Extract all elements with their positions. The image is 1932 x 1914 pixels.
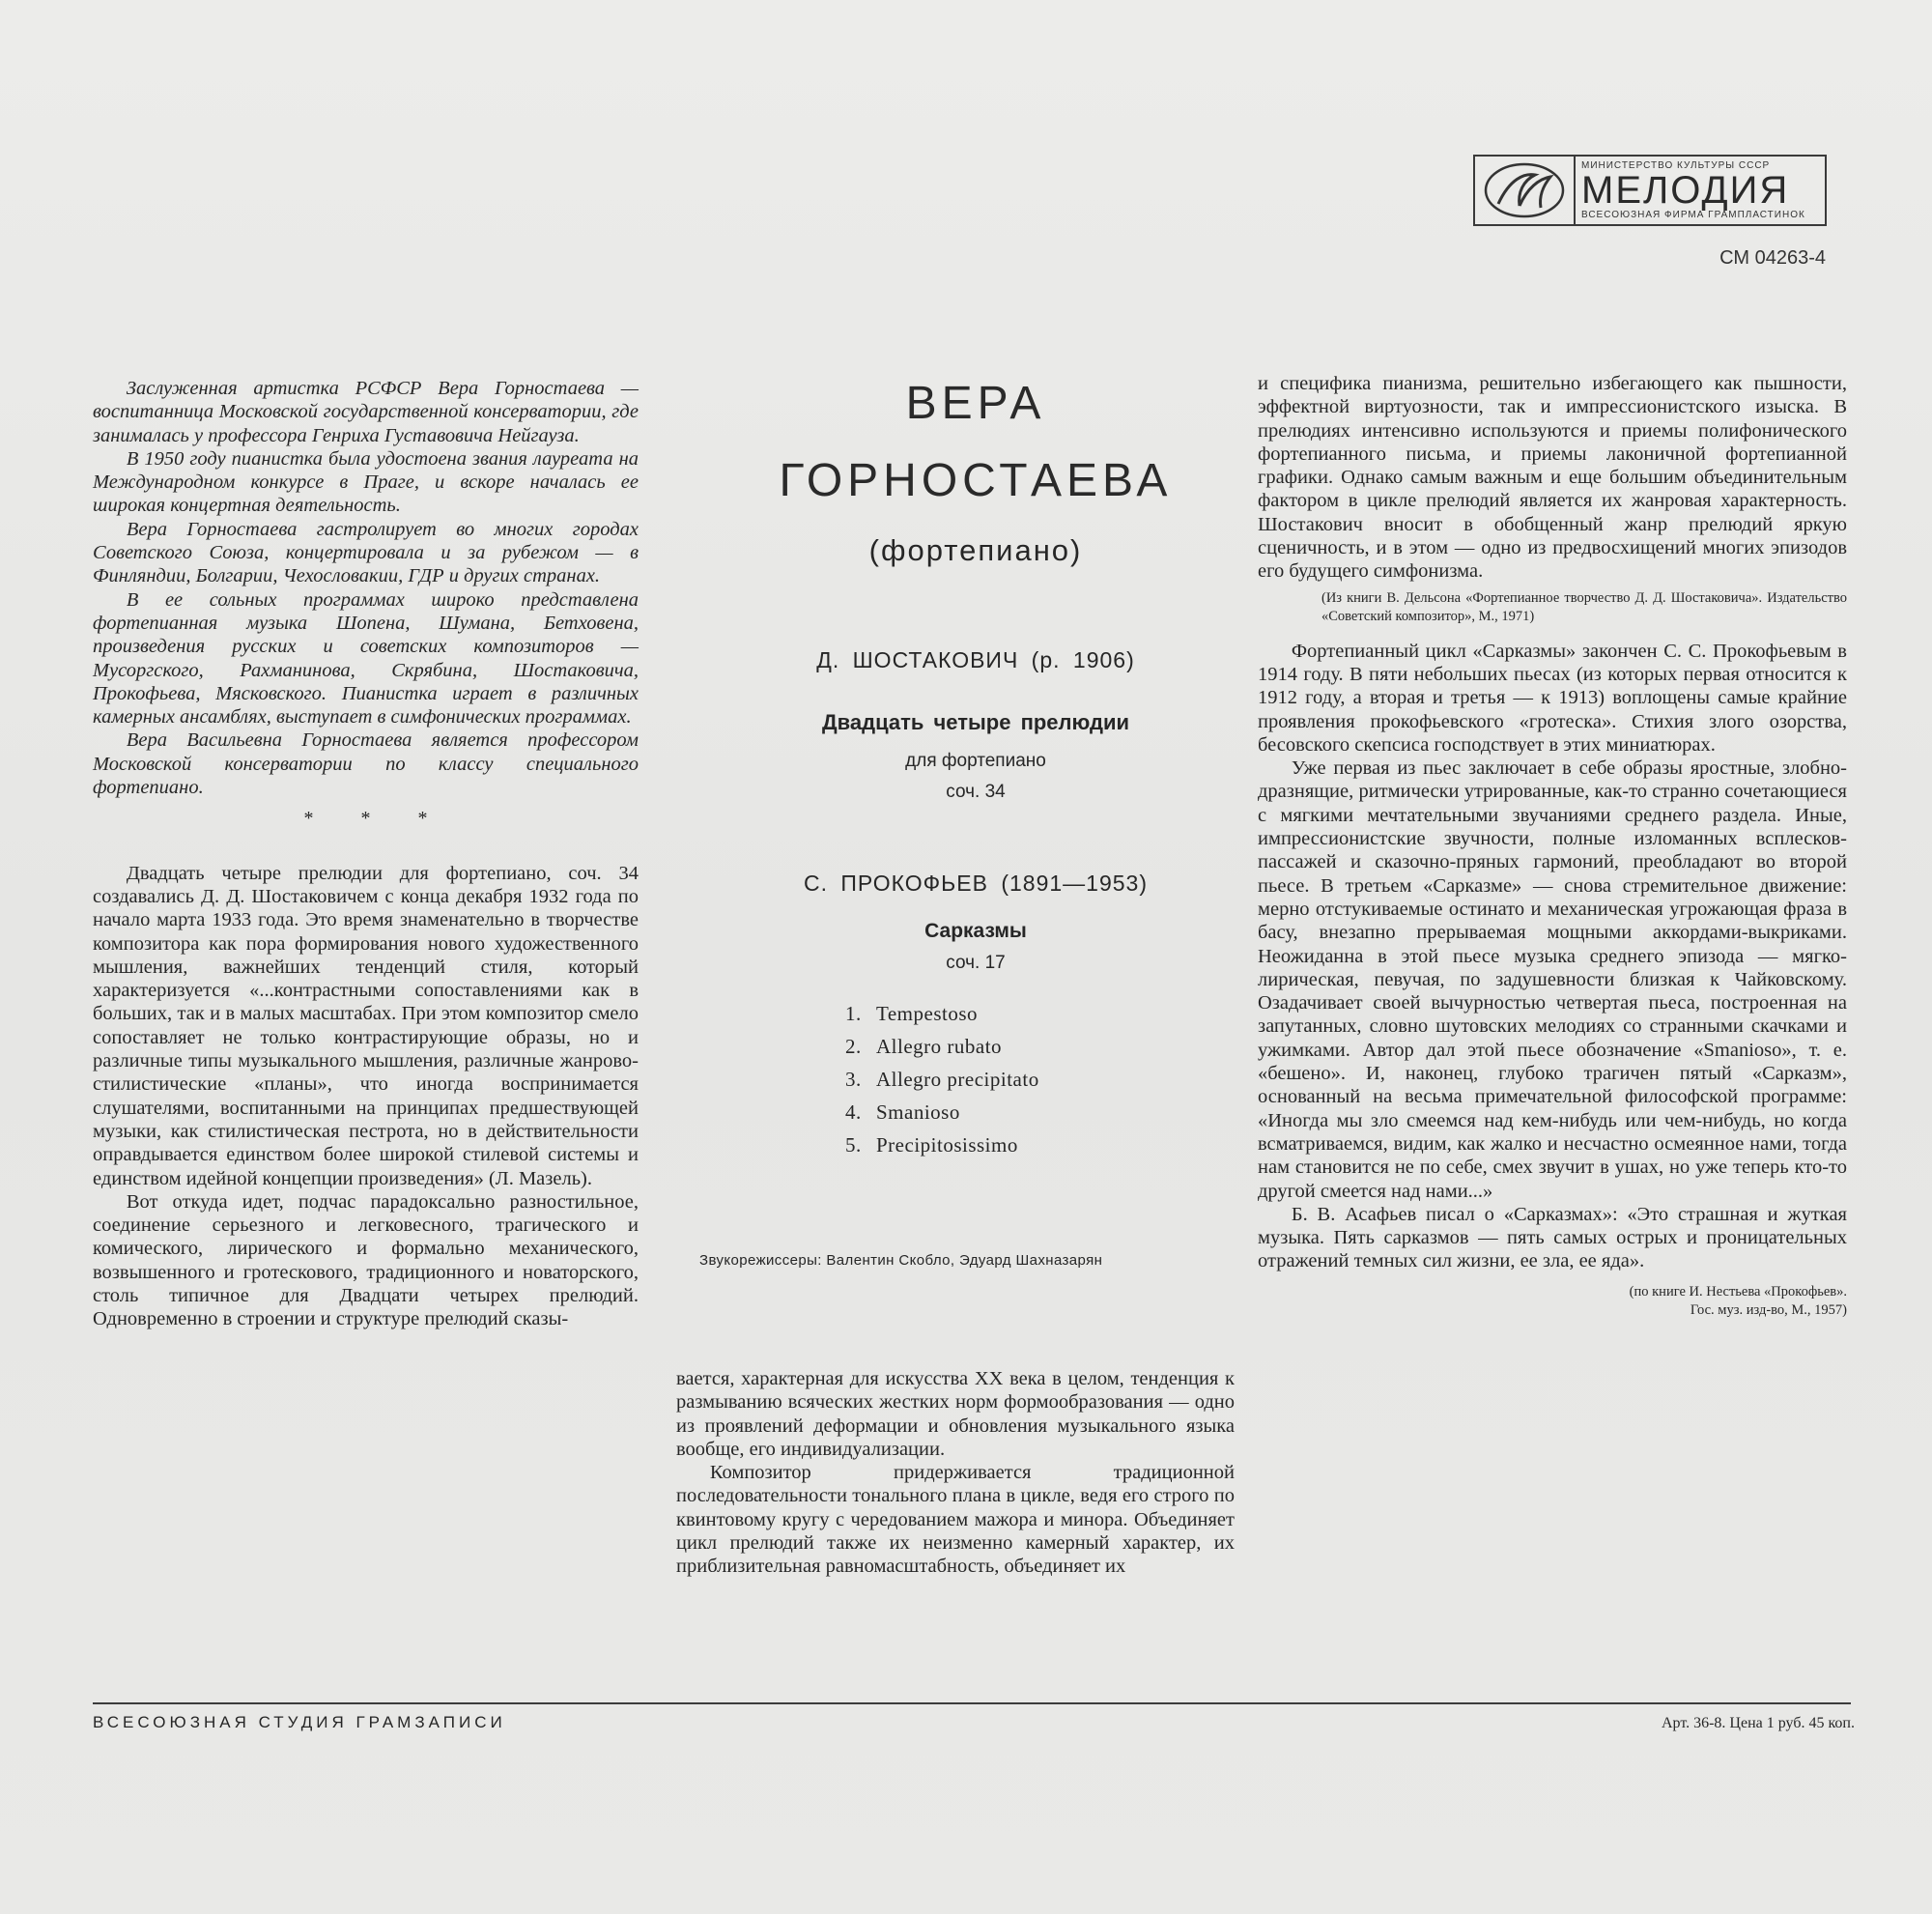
citation-delson: (Из книги В. Дельсона «Фортепианное творчество Д. Д. Шостаковича». Издательство «Советский композитор», М., 1971) <box>1321 589 1847 624</box>
logo-name: МЕЛОДИЯ <box>1581 169 1790 212</box>
track-item: 4. Smanioso <box>845 1100 960 1124</box>
section-separator: * * * <box>303 808 449 830</box>
citation-line: Гос. муз. изд-во, М., 1957) <box>1690 1301 1847 1318</box>
studio-name: ВСЕСОЮЗНАЯ СТУДИЯ ГРАМЗАПИСИ <box>93 1713 506 1731</box>
work-opus: соч. 17 <box>946 953 1006 973</box>
artist-first-name: ВЕРА <box>905 378 1046 429</box>
track-item: 1. Tempestoso <box>845 1002 979 1025</box>
essay-paragraph: и специфика пианизма, решительно избегающего как пышности, эффектной виртуозности, так и импрессионистского изыска. В прелюдиях интенсивно используются и приемы полифонического фортепианного письма, и приемы лаконичной фортепианной графики. Однако самым важным и еще большим объединительным фактором в цикле прелюдий является их жанровая характерность. Шостакович вносит в обобщенный жанр прелюдий яркую сценичность, и в этом — одно из предвосхищений многих эпизодов его будущего симфонизма. <box>1258 373 1847 583</box>
composer-prokofiev: С. ПРОКОФЬЕВ (1891—1953) <box>804 871 1148 896</box>
track-list <box>845 997 1236 1161</box>
work-subtitle: для фортепиано <box>905 751 1046 771</box>
citation-nestyev <box>1258 1283 1847 1320</box>
work-title-preludes: Двадцать четыре прелюдии <box>821 710 1130 734</box>
left-column <box>93 377 639 1331</box>
work-opus: соч. 34 <box>946 782 1006 802</box>
middle-column <box>676 1367 1235 1579</box>
track-item: 3. Allegro precipitato <box>845 1068 1039 1091</box>
bio-paragraph: В ее сольных программах широко представлена фортепианная музыка Шопена, Шумана, Бетховена, произведения русских и советских композиторов — Мусоргского, Рахманинова, Скрябина, Шостаковича, Прокофьева, Мясковского. Пианистка играет в различных камерных ансамблях, выступает в симфонических программах. <box>93 588 639 728</box>
program-block <box>715 365 1236 1161</box>
logo-firm-line: ВСЕСОЮЗНАЯ ФИРМА ГРАМПЛАСТИНОК <box>1581 210 1805 220</box>
right-column <box>1258 372 1847 1320</box>
bio-paragraph: Вера Васильевна Горностаева является профессором Московской консерватории по классу специального фортепиано. <box>93 729 639 799</box>
melodiya-logo <box>1473 155 1827 226</box>
sound-engineers: Звукорежиссеры: Валентин Скобло, Эдуард Шахназарян <box>699 1252 1103 1269</box>
footer-divider <box>93 1702 1851 1704</box>
essay-paragraph: Уже первая из пьес заключает в себе образы яростные, злобно-дразнящие, ритмически утрированные, как-то странно сочетающиеся с мягкими мечтательными звучаниями среднего раздела. Иные, импрессионистские звучности, полные изломанных всплесков-пассажей и сказочно-пряных гармоний, преобладают во второй пьесе. В третьем «Сарказме» — снова стремительное движение: мерно отстукиваемые остинато и механическая угрожающая фраза в басу, внезапно прерываемая мощными аккордами-выкриками. Неожиданна в этой пьесе музыка среднего эпизода — мягко-лирическая, певучая, по задушевности близкая к Чайковскому. Озадачивает своей вычурностью четвертая пьеса, построенная на запутанных, словно шутовских мелодиях со странными скачками и ужимками. Автор дал этой пьесе обозначение «Smanioso», т. е. «бешено». И, наконец, глубоко трагичен пятый «Сарказм», основанный на весьма примечательной философской программе: «Иногда мы зло смеемся над кем-нибудь или чем-нибудь, но когда всматриваемся, видим, как жалко и несчастно осмеянное нами, тогда нам становится не по себе, смех звучит в ушах, но уже теперь кто-то другой смеется над нами...» <box>1258 757 1847 1202</box>
composer-shostakovich: Д. ШОСТАКОВИЧ (р. 1906) <box>816 647 1135 672</box>
track-item: 2. Allegro rubato <box>845 1035 1003 1058</box>
bio-paragraph: В 1950 году пианистка была удостоена звания лауреата на Международном конкурсе в Праге, и вскоре началась ее широкая концертная деятельность. <box>93 447 639 517</box>
bio-paragraph: Заслуженная артистка РСФСР Вера Горностаева — воспитанница Московской государственной консерватории, где занималась у профессора Генриха Густавовича Нейгауза. <box>93 378 639 446</box>
price-line: Арт. 36-8. Цена 1 руб. 45 коп. <box>1661 1715 1855 1731</box>
logo-ministry-line: МИНИСТЕРСТВО КУЛЬТУРЫ СССР <box>1581 160 1771 171</box>
essay-paragraph: Б. В. Асафьев писал о «Сарказмах»: «Это страшная и жуткая музыка. Пять сарказмов — пять самых острых и проницательных отражений темных сил жизни, ее зла, ее яда». <box>1258 1203 1847 1272</box>
essay-paragraph: Вот откуда идет, подчас парадоксально разностильное, соединение серьезного и легковесного, трагического и комического, лирического и формально механического, возвышенного и гротескового, традиционного и новаторского, столь типичное для Двадцати четырех прелюдий. Одновременно в строении и структуре прелюдий сказы- <box>93 1190 639 1330</box>
artist-bio <box>93 377 639 799</box>
catalog-number: СМ 04263-4 <box>1719 247 1826 269</box>
melodiya-emblem-icon <box>1475 157 1576 224</box>
track-item: 5. Precipitosissimo <box>845 1133 1018 1157</box>
essay-paragraph: Двадцать четыре прелюдии для фортепиано, соч. 34 создавались Д. Д. Шостаковичем с конца декабря 1932 года по начало марта 1933 года. Это время знаменательно в творчестве композитора как пора формирования нового художественного мышления, важнейших тенденций стиля, который характеризуется «...контрастными сопоставлениями как в больших, так и в малых масштабах. При этом композитор смело сопоставляет не только контрастирующие образы, но и различные типы музыкального мышления, различные жанрово-стилистические «планы», что иногда воспринимается слушателями, воспитанными на принципах предшествующей музыки, как стилистическая пестрота, но в действительности оправдывается единством более широкой стилевой системы и единством идейной концепции произведения» (Л. Мазель). <box>93 862 639 1189</box>
bio-paragraph: Вера Горностаева гастролирует во многих городах Советского Союза, концертировала и за рубежом — в Финляндии, Болгарии, Чехословакии, ГДР и других странах. <box>93 518 639 587</box>
essay-paragraph: вается, характерная для искусства XX века в целом, тенденция к размыванию всяческих жестких норм формообразования — одно из проявлений деформации и обновления музыкального языка вообще, его индивидуализации. <box>676 1368 1235 1460</box>
work-title-sarcasms: Сарказмы <box>924 920 1027 942</box>
essay-paragraph: Композитор придерживается традиционной последовательности тонального плана в цикле, ведя его строго по квинтовому кругу с чередованием мажора и минора. Объединяет цикл прелюдий также их неизменно камерный характер, их приблизительная равномасштабность, объединяет их <box>676 1462 1235 1578</box>
citation-line: (по книге И. Нестьева «Прокофьев». <box>1629 1283 1847 1300</box>
artist-last-name: ГОРНОСТАЕВА <box>779 455 1173 506</box>
instrument: (фортепиано) <box>868 533 1083 567</box>
essay-paragraph: Фортепианный цикл «Сарказмы» закончен С. С. Прокофьевым в 1914 году. В пяти небольших пьесах (из которых первая относится к 1912 году, а вторая и третья — к 1913) воплощены самые крайние проявления прокофьевского «гротеска». Стихия злого озорства, бесовского скепсиса господствует в этих миниатюрах. <box>1258 640 1847 756</box>
